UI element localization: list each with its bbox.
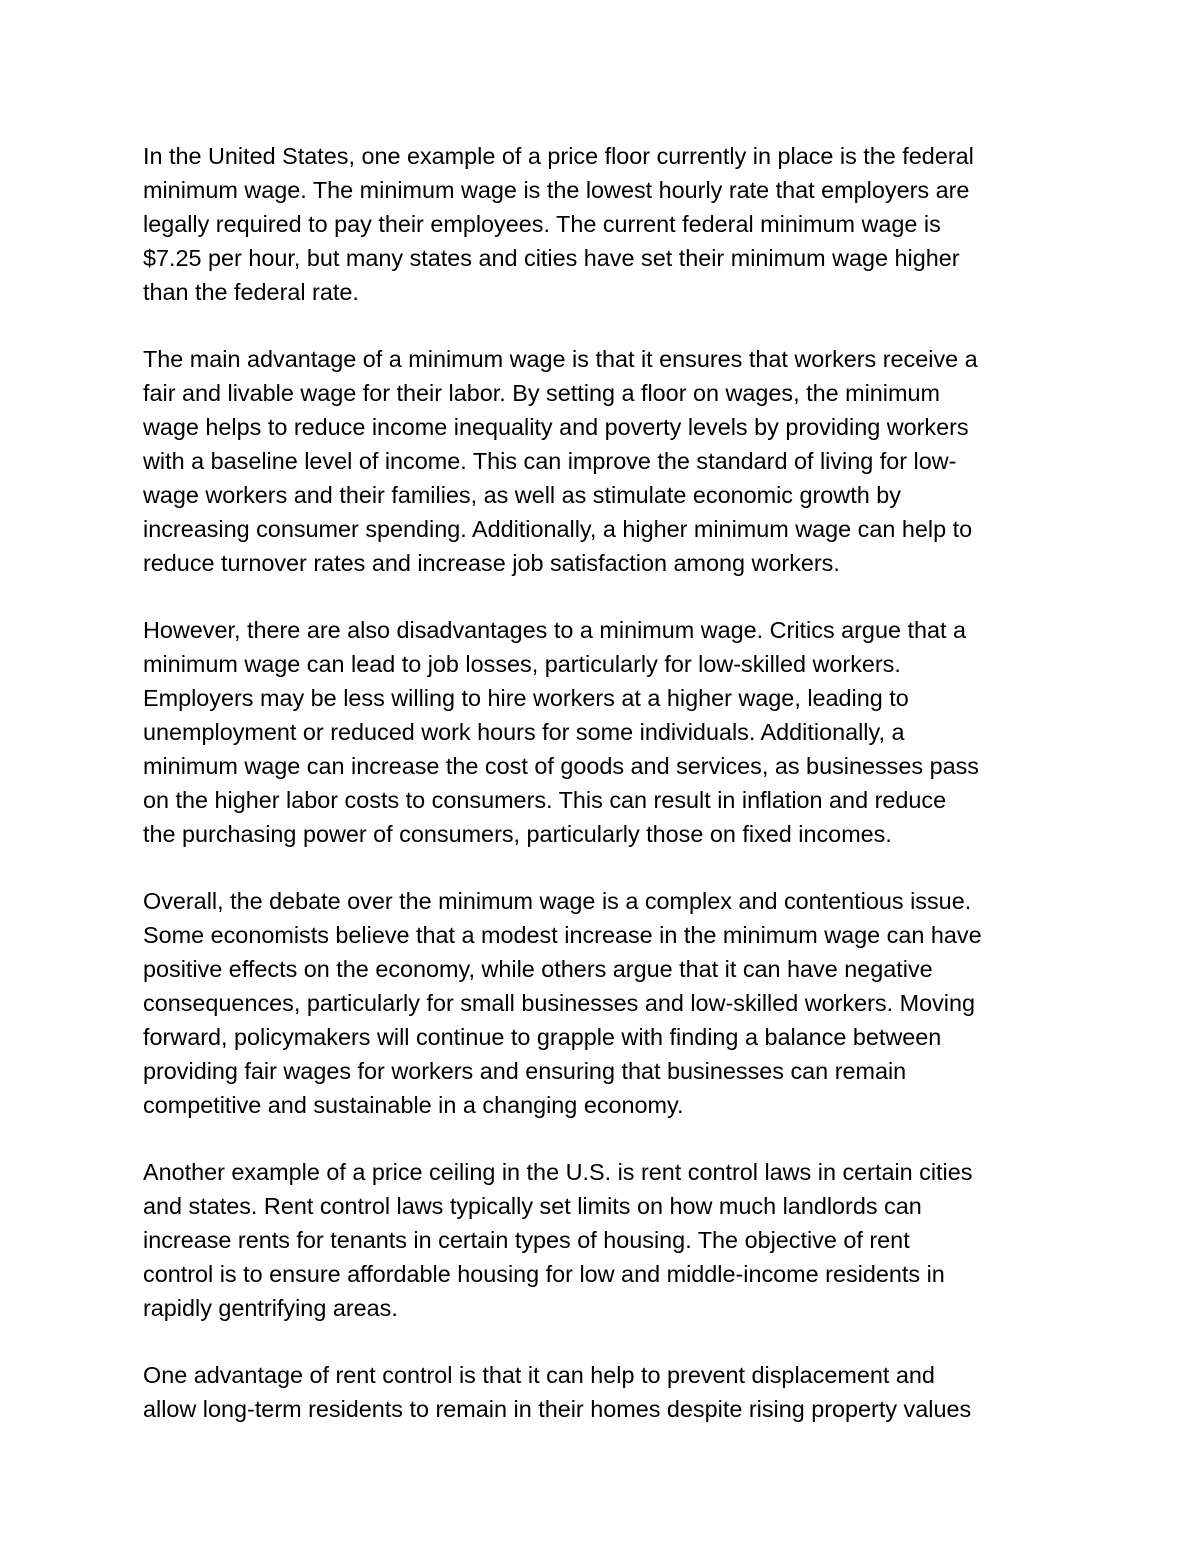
text-line: rapidly gentrifying areas.: [143, 1295, 398, 1321]
text-line: the purchasing power of consumers, particularly those on fixed incomes.: [143, 821, 892, 847]
text-line: minimum wage. The minimum wage is the lowest hourly rate that employers are: [143, 177, 970, 203]
text-line: fair and livable wage for their labor. By setting a floor on wages, the minimum: [143, 380, 940, 406]
text-line: Employers may be less willing to hire workers at a higher wage, leading to: [143, 685, 909, 711]
text-line: than the federal rate.: [143, 279, 359, 305]
text-line: with a baseline level of income. This can improve the standard of living for low-: [143, 448, 957, 474]
text-line: control is to ensure affordable housing for low and middle-income residents in: [143, 1261, 945, 1287]
text-line: The main advantage of a minimum wage is that it ensures that workers receive a: [143, 346, 978, 372]
text-line: legally required to pay their employees. The current federal minimum wage is: [143, 211, 941, 237]
text-line: increasing consumer spending. Additionally, a higher minimum wage can help to: [143, 516, 973, 542]
text-line: minimum wage can increase the cost of goods and services, as businesses pass: [143, 753, 979, 779]
text-line: $7.25 per hour, but many states and cities have set their minimum wage higher: [143, 245, 960, 271]
text-line: consequences, particularly for small businesses and low-skilled workers. Moving: [143, 990, 976, 1016]
text-line: reduce turnover rates and increase job satisfaction among workers.: [143, 550, 840, 576]
text-line: increase rents for tenants in certain types of housing. The objective of rent: [143, 1227, 910, 1253]
text-line: competitive and sustainable in a changing economy.: [143, 1092, 684, 1118]
text-line: forward, policymakers will continue to grapple with finding a balance between: [143, 1024, 942, 1050]
text-line: minimum wage can lead to job losses, particularly for low-skilled workers.: [143, 651, 901, 677]
text-line: unemployment or reduced work hours for some individuals. Additionally, a: [143, 719, 905, 745]
paragraph-minimum-wage-advantages: [143, 342, 1060, 580]
text-line: However, there are also disadvantages to a minimum wage. Critics argue that a: [143, 617, 966, 643]
paragraph-rent-control-intro: [143, 1155, 1060, 1325]
paragraph-rent-control-advantage: [143, 1358, 1060, 1426]
text-line: allow long-term residents to remain in their homes despite rising property values: [143, 1396, 972, 1422]
text-line: One advantage of rent control is that it can help to prevent displacement and: [143, 1362, 935, 1388]
paragraph-minimum-wage-disadvantages: [143, 613, 1060, 851]
paragraph-minimum-wage-debate: [143, 884, 1060, 1122]
text-line: Overall, the debate over the minimum wage is a complex and contentious issue.: [143, 888, 972, 914]
text-line: wage workers and their families, as well as stimulate economic growth by: [143, 482, 901, 508]
text-line: Another example of a price ceiling in the U.S. is rent control laws in certain cities: [143, 1159, 973, 1185]
text-line: Some economists believe that a modest increase in the minimum wage can have: [143, 922, 982, 948]
text-line: positive effects on the economy, while others argue that it can have negative: [143, 956, 933, 982]
paragraph-minimum-wage-intro: [143, 139, 1060, 309]
text-line: wage helps to reduce income inequality and poverty levels by providing workers: [143, 414, 969, 440]
text-line: In the United States, one example of a price floor currently in place is the federal: [143, 143, 974, 169]
text-line: on the higher labor costs to consumers. This can result in inflation and reduce: [143, 787, 947, 813]
text-line: and states. Rent control laws typically set limits on how much landlords can: [143, 1193, 922, 1219]
text-line: providing fair wages for workers and ensuring that businesses can remain: [143, 1058, 907, 1084]
